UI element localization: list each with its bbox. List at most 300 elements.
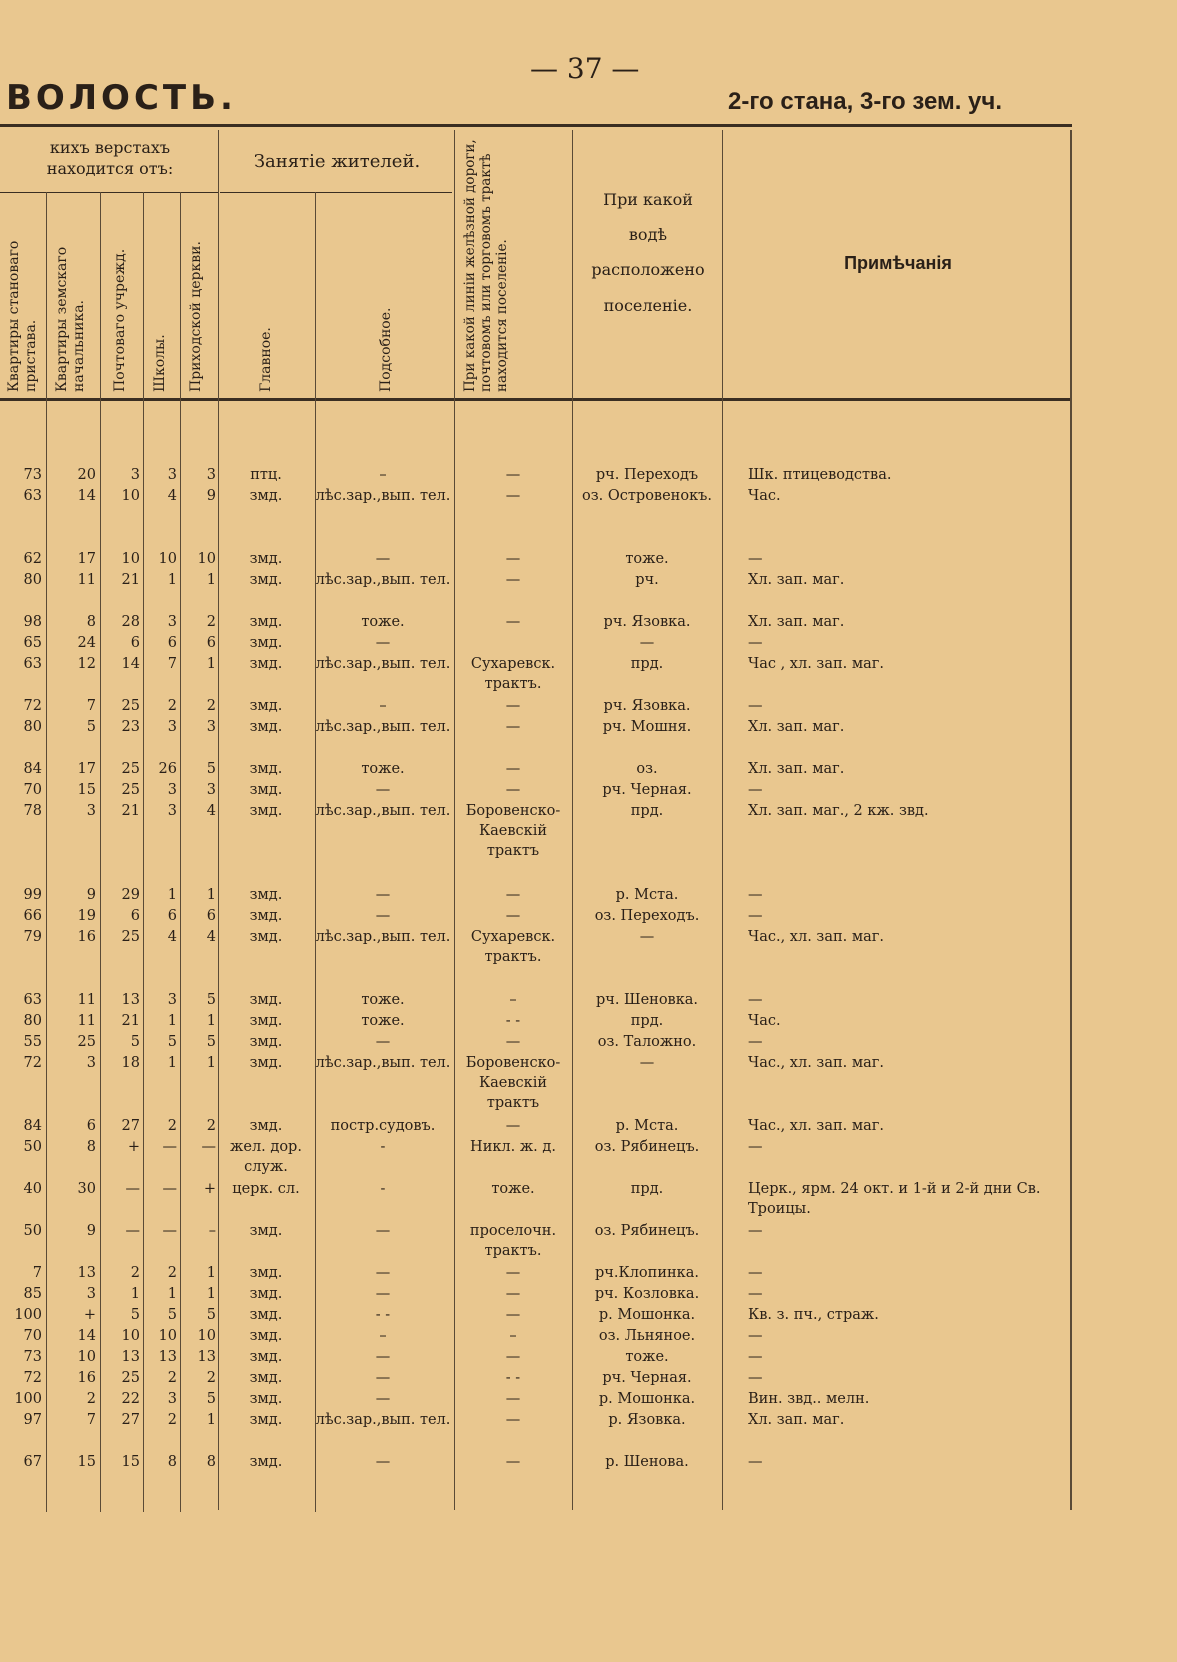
cell-stanovoy: 63	[23, 992, 42, 1008]
cell-aux: лѣс.зар.,вып. тел.	[315, 719, 451, 735]
cell-post: 21	[121, 572, 140, 588]
cell-stanovoy: 65	[23, 635, 42, 651]
cell-road: —	[505, 782, 521, 798]
page-number: — 37 —	[530, 52, 640, 85]
cell-main: змд.	[249, 488, 283, 504]
cell-zemsky: 12	[77, 656, 96, 672]
cell-notes: —	[748, 908, 763, 924]
cell-aux: лѣс.зар.,вып. тел.	[315, 1412, 451, 1428]
cell-water: рч.Клопинка.	[595, 1265, 699, 1281]
cell-school: 3	[167, 719, 177, 735]
cell-notes: Хл. зап. маг.	[748, 614, 845, 630]
cell-aux: лѣс.зар.,вып. тел.	[315, 1055, 451, 1071]
cell-post: 21	[121, 803, 140, 819]
cell-aux: лѣс.зар.,вып. тел.	[315, 929, 451, 945]
cell-water: рч. Шеновка.	[595, 992, 699, 1008]
cell-stanovoy: 63	[23, 656, 42, 672]
cell-road: - -	[505, 1370, 521, 1386]
cell-post: 6	[130, 635, 140, 651]
cell-church: 5	[206, 1391, 216, 1407]
cell-water: р. Мошонка.	[598, 1307, 696, 1323]
cell-post: +	[127, 1139, 140, 1155]
cell-main: змд.	[249, 572, 283, 588]
school-header: Школы.	[152, 334, 168, 392]
cell-aux: - -	[375, 1307, 391, 1323]
cell-school: 5	[167, 1034, 177, 1050]
cell-post: 22	[121, 1391, 140, 1407]
cell-church: 10	[197, 1328, 216, 1344]
cell-aux: —	[375, 1265, 391, 1281]
cell-water: прд.	[630, 1181, 664, 1197]
cell-church: 2	[206, 614, 216, 630]
cell-aux: —	[375, 551, 391, 567]
cell-road: –	[509, 1328, 517, 1344]
cell-aux: —	[375, 1391, 391, 1407]
cell-school: 1	[167, 887, 177, 903]
cell-zemsky: 15	[77, 782, 96, 798]
cell-main: змд.	[249, 1307, 283, 1323]
cell-post: 28	[121, 614, 140, 630]
cell-aux: —	[375, 635, 391, 651]
cell-notes: Хл. зап. маг.	[748, 719, 845, 735]
cell-stanovoy: 50	[23, 1139, 42, 1155]
cell-stanovoy: 98	[23, 614, 42, 630]
cell-zemsky: 10	[77, 1349, 96, 1365]
cell-school: —	[162, 1139, 177, 1155]
notes-header: Примѣчанія	[844, 253, 952, 273]
cell-post: 14	[121, 656, 140, 672]
cell-stanovoy: 78	[23, 803, 42, 819]
cell-main: змд.	[249, 1328, 283, 1344]
cell-main: змд.	[249, 1118, 283, 1134]
cell-road: тоже.	[491, 1181, 535, 1197]
cell-road: —	[505, 572, 521, 588]
cell-church: 13	[197, 1349, 216, 1365]
cell-notes: —	[748, 1328, 763, 1344]
cell-water: рч. Козловка.	[594, 1286, 700, 1302]
cell-stanovoy: 85	[23, 1286, 42, 1302]
cell-notes: Хл. зап. маг., 2 кж. звд.	[748, 803, 929, 819]
cell-stanovoy: 62	[23, 551, 42, 567]
cell-main: змд.	[249, 551, 283, 567]
cell-post: 10	[121, 551, 140, 567]
cell-water: оз. Рябинецъ.	[594, 1139, 700, 1155]
cell-main: змд.	[249, 887, 283, 903]
cell-zemsky: 24	[77, 635, 96, 651]
cell-post: 25	[121, 929, 140, 945]
cell-main: змд.	[249, 635, 283, 651]
cell-water: р. Язовка.	[608, 1412, 686, 1428]
occupation-group-header: Занятіе жителей.	[253, 151, 421, 172]
cell-notes: Час., хл. зап. маг.	[748, 929, 884, 945]
cell-school: 7	[167, 656, 177, 672]
header-left: ВОЛОСТЬ.	[6, 78, 237, 118]
cell-notes: —	[748, 1034, 763, 1050]
cell-water: прд.	[630, 1013, 664, 1029]
cell-stanovoy: 73	[23, 1349, 42, 1365]
cell-road: —	[505, 1034, 521, 1050]
cell-zemsky: 9	[86, 1223, 96, 1239]
cell-zemsky: 16	[77, 1370, 96, 1386]
post-header: Почтоваго учрежд.	[112, 248, 128, 392]
cell-stanovoy: 84	[23, 1118, 42, 1134]
cell-notes: —	[748, 1370, 763, 1386]
cell-road: —	[505, 467, 521, 483]
cell-stanovoy: 7	[32, 1265, 42, 1281]
cell-road: —	[505, 1286, 521, 1302]
cell-school: 3	[167, 782, 177, 798]
cell-road: —	[505, 887, 521, 903]
cell-main: змд.	[249, 803, 283, 819]
cell-school: 2	[167, 1412, 177, 1428]
cell-post: —	[125, 1223, 140, 1239]
cell-aux: —	[375, 1223, 391, 1239]
cell-water: —	[639, 929, 655, 945]
cell-notes: Вин. звд.. мелн.	[748, 1391, 870, 1407]
cell-main: змд.	[249, 908, 283, 924]
cell-zemsky: 7	[86, 698, 96, 714]
cell-road: —	[505, 551, 521, 567]
cell-road: Боровенско-Каевскій трактъ	[465, 803, 561, 859]
cell-school: 2	[167, 1370, 177, 1386]
cell-main: змд.	[249, 1349, 283, 1365]
cell-aux: лѣс.зар.,вып. тел.	[315, 572, 451, 588]
cell-main: змд.	[249, 1286, 283, 1302]
cell-main: змд.	[249, 614, 283, 630]
cell-main: змд.	[249, 656, 283, 672]
cell-main: змд.	[249, 1412, 283, 1428]
cell-main: жел. дор. служ.	[230, 1139, 302, 1175]
cell-post: 5	[130, 1034, 140, 1050]
cell-notes: Час , хл. зап. маг.	[748, 656, 884, 672]
cell-aux: —	[375, 782, 391, 798]
cell-zemsky: 3	[86, 1055, 96, 1071]
cell-main: змд.	[249, 1370, 283, 1386]
cell-water: оз. Рябинецъ.	[594, 1223, 700, 1239]
cell-stanovoy: 72	[23, 698, 42, 714]
cell-post: 25	[121, 698, 140, 714]
cell-road: —	[505, 488, 521, 504]
cell-main: змд.	[249, 1391, 283, 1407]
cell-church: —	[201, 1139, 216, 1155]
road-header: При какой линіи желѣзной дороги, почтовомъ или торговомъ трактѣ находится поселеніе.	[462, 139, 511, 392]
cell-road: Сухаревск. трактъ.	[470, 929, 556, 965]
cell-post: 15	[121, 1454, 140, 1470]
cell-stanovoy: 99	[23, 887, 42, 903]
cell-post: 25	[121, 782, 140, 798]
cell-stanovoy: 63	[23, 488, 42, 504]
cell-road: —	[505, 1307, 521, 1323]
cell-post: 3	[130, 467, 140, 483]
cell-church: 3	[206, 719, 216, 735]
cell-water: р. Мошонка.	[598, 1391, 696, 1407]
cell-main: змд.	[249, 1223, 283, 1239]
cell-church: 2	[206, 698, 216, 714]
cell-notes: —	[748, 698, 763, 714]
cell-aux: —	[375, 908, 391, 924]
cell-main: птц.	[250, 467, 282, 483]
cell-zemsky: 8	[86, 1139, 96, 1155]
cell-church: 2	[206, 1118, 216, 1134]
cell-post: 5	[130, 1307, 140, 1323]
cell-post: 13	[121, 1349, 140, 1365]
cell-post: 10	[121, 1328, 140, 1344]
cell-post: 1	[130, 1286, 140, 1302]
cell-main: змд.	[249, 1454, 283, 1470]
cell-stanovoy: 100	[14, 1307, 42, 1323]
cell-aux: -	[380, 1139, 386, 1155]
cell-notes: Хл. зап. маг.	[748, 1412, 845, 1428]
cell-notes: —	[748, 887, 763, 903]
cell-school: 1	[167, 572, 177, 588]
cell-church: 5	[206, 1307, 216, 1323]
cell-aux: —	[375, 1286, 391, 1302]
cell-zemsky: 17	[77, 761, 96, 777]
cell-stanovoy: 84	[23, 761, 42, 777]
cell-water: тоже.	[625, 1349, 669, 1365]
cell-school: 1	[167, 1055, 177, 1071]
cell-notes: Шк. птицеводства.	[748, 467, 892, 483]
cell-zemsky: +	[83, 1307, 96, 1323]
cell-notes: —	[748, 635, 763, 651]
cell-road: —	[505, 1454, 521, 1470]
cell-church: 1	[206, 1265, 216, 1281]
header-right: 2-го стана, 3-го зем. уч.	[728, 88, 1003, 115]
cell-post: —	[125, 1181, 140, 1197]
cell-stanovoy: 70	[23, 1328, 42, 1344]
cell-post: 21	[121, 1013, 140, 1029]
cell-zemsky: 30	[77, 1181, 96, 1197]
cell-stanovoy: 40	[23, 1181, 42, 1197]
cell-church: 9	[206, 488, 216, 504]
cell-post: 23	[121, 719, 140, 735]
cell-aux: –	[379, 698, 387, 714]
cell-notes: —	[748, 1454, 763, 1470]
cell-school: 3	[167, 1391, 177, 1407]
cell-notes: Час., хл. зап. маг.	[748, 1118, 884, 1134]
cell-church: 3	[206, 782, 216, 798]
cell-church: 6	[206, 908, 216, 924]
water-header: При какой водѣ расположено поселеніе.	[591, 190, 705, 315]
cell-notes: Церк., ярм. 24 окт. и 1-й и 2-й дни Св. Троицы.	[748, 1181, 1041, 1217]
cell-aux: тоже.	[361, 1013, 405, 1029]
cell-water: рч.	[635, 572, 659, 588]
cell-road: —	[505, 698, 521, 714]
cell-zemsky: 3	[86, 1286, 96, 1302]
cell-zemsky: 5	[86, 719, 96, 735]
cell-zemsky: 7	[86, 1412, 96, 1428]
cell-notes: Час.	[748, 1013, 781, 1029]
cell-main: змд.	[249, 1034, 283, 1050]
cell-school: 2	[167, 1118, 177, 1134]
cell-school: 26	[158, 761, 177, 777]
cell-post: 18	[121, 1055, 140, 1071]
cell-stanovoy: 79	[23, 929, 42, 945]
cell-church: 8	[206, 1454, 216, 1470]
cell-stanovoy: 67	[23, 1454, 42, 1470]
cell-road: —	[505, 761, 521, 777]
cell-stanovoy: 80	[23, 719, 42, 735]
cell-water: рч. Мошня.	[602, 719, 692, 735]
cell-aux: —	[375, 1454, 391, 1470]
cell-church: +	[203, 1181, 216, 1197]
cell-water: оз. Льняное.	[598, 1328, 696, 1344]
cell-stanovoy: 97	[23, 1412, 42, 1428]
cell-school: 4	[167, 929, 177, 945]
cell-road: Сухаревск. трактъ.	[470, 656, 556, 692]
aux-header: Подсобное.	[378, 307, 394, 392]
cell-church: 1	[206, 1055, 216, 1071]
cell-notes: Хл. зап. маг.	[748, 761, 845, 777]
cell-road: —	[505, 908, 521, 924]
cell-post: 27	[121, 1118, 140, 1134]
cell-aux: тоже.	[361, 992, 405, 1008]
cell-aux: -	[380, 1181, 386, 1197]
cell-zemsky: 17	[77, 551, 96, 567]
church-header: Приходской церкви.	[188, 241, 204, 392]
cell-zemsky: 11	[77, 572, 96, 588]
cell-road: Боровенско-Каевскій трактъ	[465, 1055, 561, 1111]
cell-notes: —	[748, 1139, 763, 1155]
cell-school: 2	[167, 1265, 177, 1281]
cell-notes: —	[748, 551, 763, 567]
cell-stanovoy: 66	[23, 908, 42, 924]
cell-church: 3	[206, 467, 216, 483]
cell-water: рч. Язовка.	[603, 698, 691, 714]
cell-church: 2	[206, 1370, 216, 1386]
cell-main: змд.	[249, 719, 283, 735]
cell-notes: Кв. з. пч., страж.	[748, 1307, 879, 1323]
cell-main: змд.	[249, 1055, 283, 1071]
cell-zemsky: 20	[77, 467, 96, 483]
cell-church: 10	[197, 551, 216, 567]
cell-zemsky: 16	[77, 929, 96, 945]
cell-church: 1	[206, 1412, 216, 1428]
cell-church: 5	[206, 992, 216, 1008]
cell-main: змд.	[249, 698, 283, 714]
cell-notes: —	[748, 1223, 763, 1239]
cell-notes: —	[748, 1286, 763, 1302]
cell-main: змд.	[249, 929, 283, 945]
cell-stanovoy: 72	[23, 1370, 42, 1386]
cell-water: —	[639, 1055, 655, 1071]
cell-stanovoy: 50	[23, 1223, 42, 1239]
cell-zemsky: 13	[77, 1265, 96, 1281]
cell-aux: тоже.	[361, 614, 405, 630]
cell-aux: лѣс.зар.,вып. тел.	[315, 656, 451, 672]
cell-water: рч. Переходъ	[595, 467, 699, 483]
cell-water: р. Мста.	[615, 1118, 679, 1134]
cell-stanovoy: 80	[23, 572, 42, 588]
stanovoy-header: Квартиры становаго пристава.	[6, 240, 39, 392]
cell-notes: —	[748, 992, 763, 1008]
zemsky-header: Квартиры земскаго начальника.	[54, 246, 87, 392]
cell-road: —	[505, 1265, 521, 1281]
cell-notes: —	[748, 1349, 763, 1365]
cell-aux: —	[375, 887, 391, 903]
cell-notes: —	[748, 782, 763, 798]
cell-church: 1	[206, 572, 216, 588]
cell-school: 13	[158, 1349, 177, 1365]
cell-water: прд.	[630, 803, 664, 819]
cell-zemsky: 11	[77, 1013, 96, 1029]
cell-water: оз.	[636, 761, 658, 777]
cell-notes: Хл. зап. маг.	[748, 572, 845, 588]
cell-post: 13	[121, 992, 140, 1008]
cell-church: –	[208, 1223, 216, 1239]
cell-water: прд.	[630, 656, 664, 672]
cell-notes: Час., хл. зап. маг.	[748, 1055, 884, 1071]
cell-church: 1	[206, 887, 216, 903]
cell-zemsky: 11	[77, 992, 96, 1008]
cell-notes: —	[748, 1265, 763, 1281]
cell-school: 2	[167, 698, 177, 714]
cell-church: 1	[206, 1286, 216, 1302]
cell-school: —	[162, 1223, 177, 1239]
cell-zemsky: 25	[77, 1034, 96, 1050]
cell-zemsky: 2	[86, 1391, 96, 1407]
cell-main: змд.	[249, 761, 283, 777]
cell-aux: лѣс.зар.,вып. тел.	[315, 488, 451, 504]
cell-water: рч. Черная.	[602, 782, 692, 798]
cell-stanovoy: 70	[23, 782, 42, 798]
cell-main: церк. сл.	[232, 1181, 300, 1197]
cell-water: оз. Островенокъ.	[582, 488, 712, 504]
cell-road: —	[505, 1391, 521, 1407]
cell-post: 29	[121, 887, 140, 903]
cell-church: 4	[206, 929, 216, 945]
cell-school: 4	[167, 488, 177, 504]
cell-stanovoy: 80	[23, 1013, 42, 1029]
cell-school: 3	[167, 803, 177, 819]
cell-post: 25	[121, 761, 140, 777]
main-header: Главное.	[258, 327, 274, 392]
cell-school: 3	[167, 992, 177, 1008]
cell-main: змд.	[249, 782, 283, 798]
cell-water: —	[639, 635, 655, 651]
cell-aux: —	[375, 1034, 391, 1050]
cell-school: 1	[167, 1286, 177, 1302]
cell-main: змд.	[249, 1013, 283, 1029]
cell-water: р. Мста.	[615, 887, 679, 903]
cell-zemsky: 15	[77, 1454, 96, 1470]
cell-post: 6	[130, 908, 140, 924]
cell-zemsky: 14	[77, 488, 96, 504]
cell-aux: –	[379, 1328, 387, 1344]
cell-water: рч. Язовка.	[603, 614, 691, 630]
cell-water: оз. Переходъ.	[594, 908, 700, 924]
cell-water: оз. Таложно.	[597, 1034, 697, 1050]
cell-school: 10	[158, 551, 177, 567]
cell-aux: –	[379, 467, 387, 483]
cell-notes: Час.	[748, 488, 781, 504]
cell-road: —	[505, 1412, 521, 1428]
cell-zemsky: 14	[77, 1328, 96, 1344]
cell-zemsky: 19	[77, 908, 96, 924]
cell-church: 1	[206, 656, 216, 672]
cell-post: 10	[121, 488, 140, 504]
cell-zemsky: 8	[86, 614, 96, 630]
cell-road: –	[509, 992, 517, 1008]
cell-post: 25	[121, 1370, 140, 1386]
cell-school: 8	[167, 1454, 177, 1470]
cell-road: проселочн. трактъ.	[469, 1223, 557, 1259]
cell-zemsky: 6	[86, 1118, 96, 1134]
cell-stanovoy: 100	[14, 1391, 42, 1407]
cell-main: змд.	[249, 1265, 283, 1281]
cell-main: змд.	[249, 992, 283, 1008]
cell-school: 3	[167, 467, 177, 483]
